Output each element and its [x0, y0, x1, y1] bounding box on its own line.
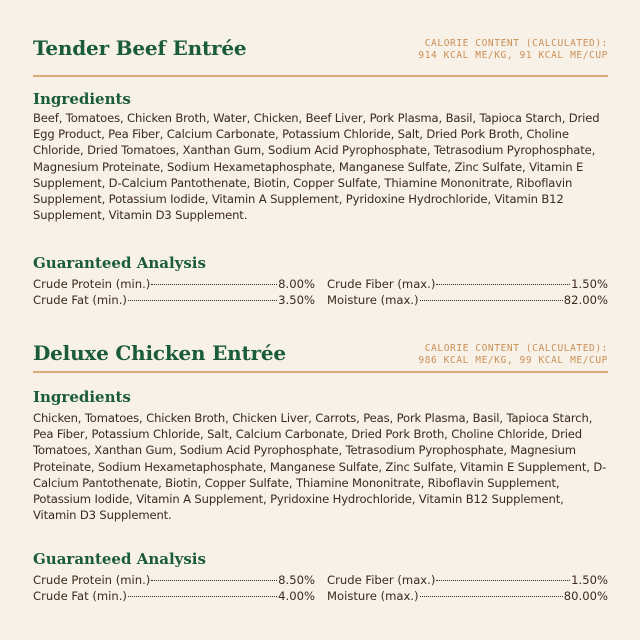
analysis-item-crude-fiber — [327, 572, 608, 588]
ingredients-list: Beef, Tomatoes, Chicken Broth, Water, Chicken, Beef Liver, Pork Plasma, Basil, Tapioca Starch, Dried Egg Product, Pea Fiber, Calcium Carbonate, Potassium Chloride, Salt, Dried Pork Broth, Choline Chloride, Dried Tomatoes, Xanthan Gum, Sodium Acid Pyrophosphate, Tetrasodium Pyrophosphate, Magnesium Proteinate, Sodium Hexametaphosphate, Manganese Sulfate, Zinc Sulfate, Vitamin E Supplement, D-Calcium Pantothenate, Biotin, Copper Sulfate, Thiamine Mononitrate, Riboflavin Supplement, Potassium Iodide, Vitamin A Supplement, Pyridoxine Hydrochloride, Vitamin B12 Supplement, Vitamin D3 Supplement. — [33, 111, 600, 223]
dot-leader — [436, 580, 570, 581]
guaranteed-analysis-table — [33, 572, 608, 604]
analysis-value: 80.00% — [563, 589, 608, 603]
product-header — [33, 36, 608, 76]
calorie-values: 914 KCAL ME/KG, 91 KCAL ME/CUP — [418, 50, 608, 61]
dot-leader — [151, 284, 277, 285]
analysis-heading: Guaranteed Analysis — [33, 254, 206, 272]
product-title: Tender Beef Entrée — [33, 36, 247, 60]
analysis-value: 1.50% — [571, 277, 608, 291]
analysis-label: Crude Fiber (max.) — [327, 277, 436, 291]
analysis-item-moisture — [327, 588, 608, 604]
analysis-row — [33, 572, 608, 588]
dot-leader — [151, 580, 277, 581]
guaranteed-analysis-table — [33, 276, 608, 308]
ingredients-heading: Ingredients — [33, 388, 131, 406]
analysis-item-crude-fiber — [327, 276, 608, 292]
calorie-content — [418, 38, 608, 62]
analysis-item-crude-protein — [33, 572, 315, 588]
analysis-value: 4.00% — [278, 589, 315, 603]
analysis-label: Crude Fat (min.) — [33, 293, 127, 307]
calorie-label: CALORIE CONTENT (CALCULATED): — [424, 38, 608, 49]
dot-leader — [420, 300, 563, 301]
ingredients-list: Chicken, Tomatoes, Chicken Broth, Chicken Liver, Carrots, Peas, Pork Plasma, Basil, Tapioca Starch, Pea Fiber, Potassium Chloride, Salt, Calcium Carbonate, Dried Pork Broth, Choline Chloride, Dried Tomatoes, Xanthan Gum, Sodium Acid Pyrophosphate, Tetrasodium Pyrophosphate, Magnesium Proteinate, Sodium Hexametaphosphate, Manganese Sulfate, Zinc Sulfate, Vitamin E Supplement, D-Calcium Pantothenate, Biotin, Copper Sulfate, Thiamine Mononitrate, Riboflavin Supplement, Potassium Iodide, Vitamin A Supplement, Pyridoxine Hydrochloride, Vitamin B12 Supplement, Vitamin D3 Supplement. — [33, 411, 607, 523]
calorie-values: 986 KCAL ME/KG, 99 KCAL ME/CUP — [418, 355, 608, 366]
analysis-row — [33, 588, 608, 604]
dot-leader — [128, 300, 277, 301]
ingredients-heading: Ingredients — [33, 90, 131, 108]
analysis-label: Moisture (max.) — [327, 589, 419, 603]
analysis-item-crude-fat — [33, 588, 315, 604]
analysis-row — [33, 276, 608, 292]
analysis-label: Crude Fiber (max.) — [327, 573, 436, 587]
product-title: Deluxe Chicken Entrée — [33, 341, 286, 365]
analysis-item-crude-fat — [33, 292, 315, 308]
analysis-label: Crude Protein (min.) — [33, 573, 151, 587]
dot-leader — [420, 596, 563, 597]
product-header — [33, 341, 608, 381]
analysis-label: Crude Fat (min.) — [33, 589, 127, 603]
product-section-chicken — [33, 341, 608, 603]
calorie-label: CALORIE CONTENT (CALCULATED): — [424, 343, 608, 354]
analysis-value: 3.50% — [278, 293, 315, 307]
analysis-value: 1.50% — [571, 573, 608, 587]
analysis-value: 82.00% — [563, 293, 608, 307]
dot-leader — [128, 596, 277, 597]
analysis-label: Crude Protein (min.) — [33, 277, 151, 291]
section-divider — [33, 371, 608, 373]
section-divider — [33, 75, 608, 77]
analysis-value: 8.00% — [278, 277, 315, 291]
dot-leader — [436, 284, 570, 285]
product-section-beef — [33, 36, 608, 307]
analysis-item-moisture — [327, 292, 608, 308]
analysis-row — [33, 292, 608, 308]
analysis-heading: Guaranteed Analysis — [33, 550, 206, 568]
analysis-label: Moisture (max.) — [327, 293, 419, 307]
calorie-content — [418, 343, 608, 367]
analysis-item-crude-protein — [33, 276, 315, 292]
analysis-value: 8.50% — [278, 573, 315, 587]
